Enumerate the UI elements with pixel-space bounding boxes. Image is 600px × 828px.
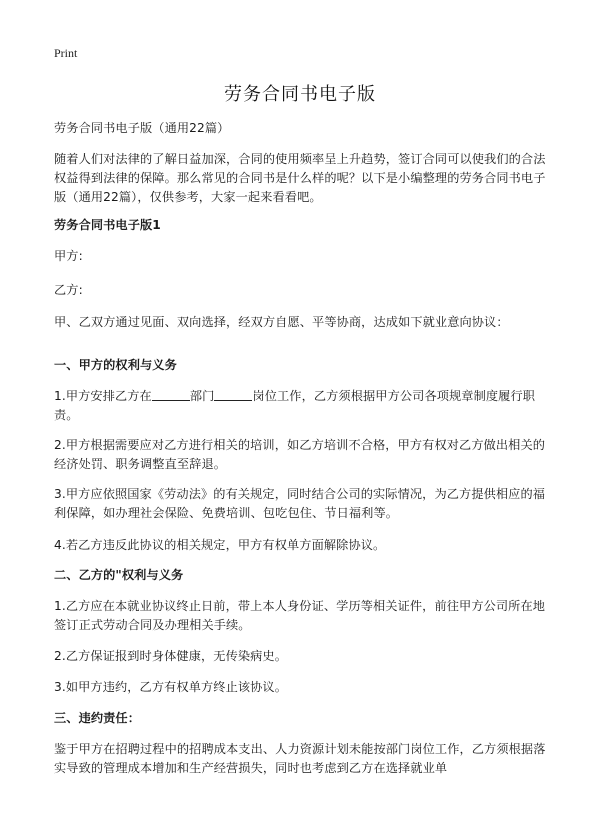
- s1-item1-part2: 部门: [189, 389, 215, 403]
- intro-paragraph: 随着人们对法律的了解日益加深，合同的使用频率呈上升趋势，签订合同可以使我们的合法权益得到法律的保障。那么常见的合同书是什么样的呢？以下是小编整理的劳务合同书电子版（通用22篇），仅供参考，大家一起来看看吧。: [54, 152, 546, 204]
- print-link[interactable]: Print: [54, 46, 78, 60]
- section1-item3: 3.甲方应依照国家《劳动法》的有关规定，同时结合公司的实际情况，为乙方提供相应的福利保障，如办理社会保险、免费培训、包吃包住、节日福利等。: [54, 487, 546, 520]
- section1-item2: 2.甲方根据需要应对乙方进行相关的培训，如乙方培训不合格，甲方有权对乙方做出相关的经济处罚、职务调整直至辞退。: [54, 438, 546, 471]
- section1-heading: 一、甲方的权利与义务: [54, 358, 177, 372]
- agreement-paragraph: 甲、乙双方通过见面、双向选择，经双方自愿、平等协商，达成如下就业意向协议：: [54, 315, 509, 329]
- section1-item4: 4.若乙方违反此协议的相关规定，甲方有权单方面解除协议。: [54, 538, 386, 552]
- section2-item2: 2.乙方保证报到时身体健康，无传染病史。: [54, 649, 288, 663]
- section3-heading: 三、违约责任：: [54, 711, 141, 725]
- section2-item3: 3.如甲方违约，乙方有权单方终止该协议。: [54, 680, 288, 694]
- section-heading: 劳务合同书电子版1: [54, 218, 161, 232]
- section2-heading: 二、乙方的"权利与义务: [54, 568, 184, 582]
- section1-item1: [54, 387, 554, 425]
- subtitle: 劳务合同书电子版（通用22篇）: [54, 121, 230, 135]
- blank-line: [152, 388, 190, 401]
- page-title: 劳务合同书电子版: [224, 84, 376, 105]
- s1-item1-part3: 岗位工作，乙方须根据甲方公司各项规章制度履行职责。: [54, 389, 536, 422]
- section3-paragraph: 鉴于甲方在招聘过程中的招聘成本支出、人力资源计划未能按部门岗位工作，乙方须根据落实导致的管理成本增加和生产经营损失，同时也考虑到乙方在选择就业单: [54, 742, 546, 775]
- party-b-field: 乙方:: [54, 283, 83, 297]
- party-a-field: 甲方:: [54, 249, 83, 263]
- blank-line: [214, 388, 252, 401]
- section2-item1: 1.乙方应在本就业协议终止日前，带上本人身份证、学历等相关证件，前往甲方公司所在地签订正式劳动合同及办理相关手续。: [54, 599, 546, 632]
- s1-item1-part1: 1.甲方安排乙方在: [54, 389, 152, 403]
